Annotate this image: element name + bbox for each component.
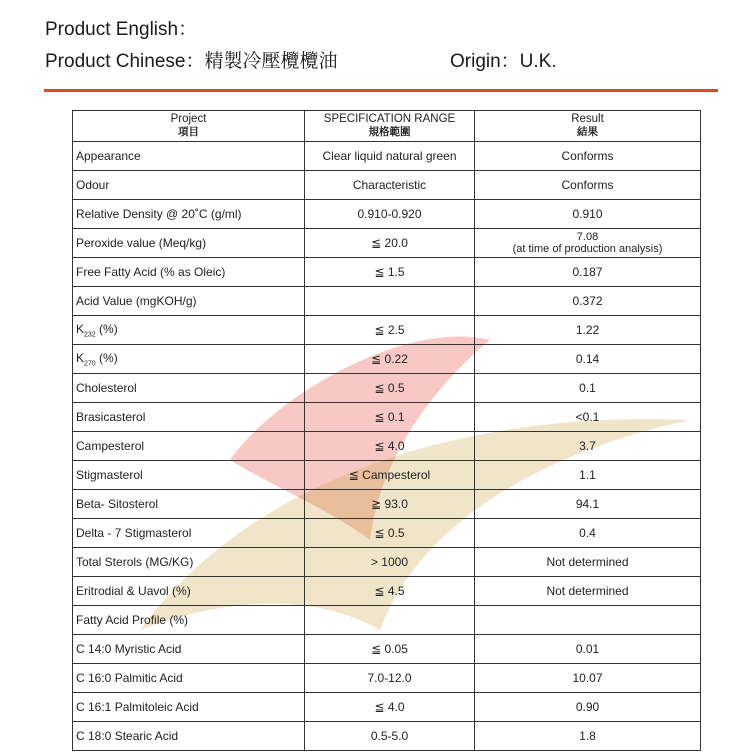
table-row: Eritrodial & Uavol (%) ≦ 4.5 Not determined [73,577,701,606]
table-row: $K_{270}$ (%) ≦ 0.22 0.14 [73,345,701,374]
table-row: C 14:0 Myristic Acid ≦ 0.05 0.01 [73,635,701,664]
header-divider [44,89,718,92]
origin-label: Origin：U.K. [450,51,557,72]
table-row: Peroxide value (Meq/kg) ≦ 20.0 7.08 (at time of production analysis) [73,229,701,258]
table-header-row [73,111,701,142]
header-spec-range: SPECIFICATION RANGE 規格範圍 [305,111,475,142]
table-row: Fatty Acid Profile (%) [73,606,701,635]
table-row: Odour Characteristic Conforms [73,171,701,200]
table-row: C 18:0 Stearic Acid 0.5-5.0 1.8 [73,722,701,751]
table-row: Appearance Clear liquid natural green Conforms [73,142,701,171]
table-row: Campesterol ≦ 4.0 3.7 [73,432,701,461]
specification-table [72,110,701,751]
table-row: Relative Density @ 20˚C (g/ml) 0.910-0.920 0.910 [73,200,701,229]
product-chinese-label: Product Chinese：精製冷壓欖欖油 [45,51,338,72]
table-row: Cholesterol ≦ 0.5 0.1 [73,374,701,403]
table-row: Brasicasterol ≦ 0.1 <0.1 [73,403,701,432]
table-row: Stigmasterol ≦ Campesterol 1.1 [73,461,701,490]
header-project: Project 項目 [73,111,305,142]
header-result: Result 結果 [475,111,701,142]
table-row: $K_{232}$ (%) ≦ 2.5 1.22 [73,316,701,345]
table-row: Total Sterols (MG/KG) > 1000 Not determined [73,548,701,577]
table-row: Acid Value (mgKOH/g) 0.372 [73,287,701,316]
table-row: C 16:0 Palmitic Acid 7.0-12.0 10.07 [73,664,701,693]
product-english-label: Product English： [45,19,198,40]
table-row: Free Fatty Acid (% as Oleic) ≦ 1.5 0.187 [73,258,701,287]
table-row: Beta- Sitosterol ≧ 93.0 94.1 [73,490,701,519]
table-row: Delta - 7 Stigmasterol ≦ 0.5 0.4 [73,519,701,548]
table-row: C 16:1 Palmitoleic Acid ≦ 4.0 0.90 [73,693,701,722]
